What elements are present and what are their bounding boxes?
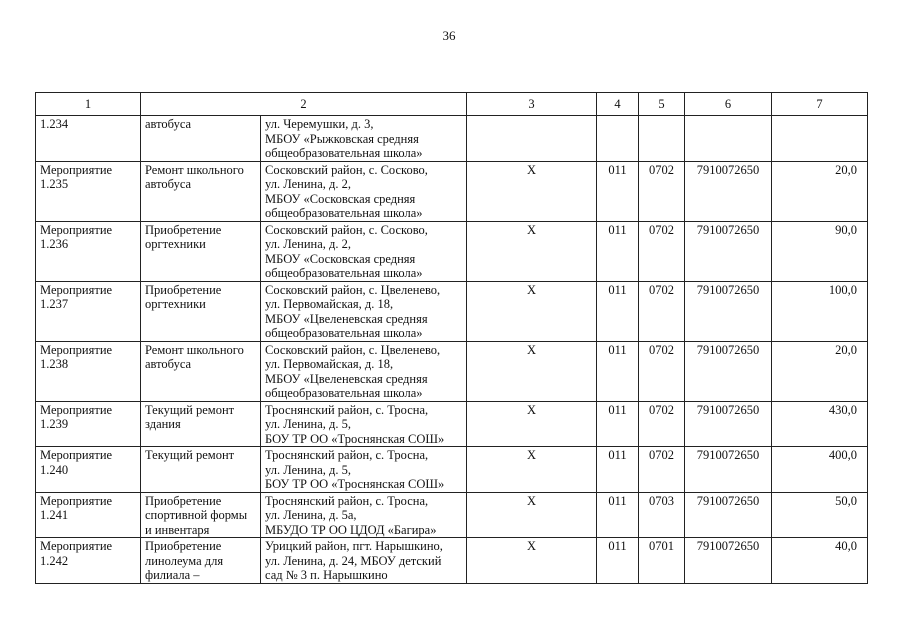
col4-cell: 011 [597, 161, 639, 221]
measure-line: 1.241 [40, 508, 69, 522]
table-row [36, 492, 868, 538]
address-line: Сосковский район, с. Цвеленево, [265, 282, 441, 297]
measure-cell [36, 116, 141, 162]
address-line: ул. Ленина, д. 5, [265, 417, 351, 431]
work-name-line: Приобретение [145, 539, 222, 553]
table-row [36, 341, 868, 401]
work-name-line: оргтехники [145, 237, 206, 251]
col6-cell: 7910072650 [685, 221, 772, 281]
col4-cell: 011 [597, 341, 639, 401]
col4-cell [597, 116, 639, 162]
address-line: Троснянский район, с. Тросна, [265, 402, 429, 417]
work-name-line: оргтехники [145, 297, 206, 311]
col7-cell: 400,0 [772, 447, 868, 493]
address-line: Троснянский район, с. Тросна, [265, 448, 429, 462]
address-line: ул. Ленина, д. 2, [265, 177, 351, 191]
work-name-cell [141, 116, 261, 162]
address-line: МБОУ «Цвеленевская средняя [265, 311, 428, 326]
address-line: ул. Ленина, д. 24, МБОУ детский [265, 553, 442, 568]
col5-cell: 0702 [639, 341, 685, 401]
col3-cell [467, 116, 597, 162]
measure-line: Мероприятие [40, 448, 113, 462]
col7-cell: 20,0 [772, 341, 868, 401]
address-cell [261, 401, 467, 447]
col3-cell: X [467, 341, 597, 401]
address-line: Троснянский район, с. Тросна, [265, 493, 429, 508]
measure-cell [36, 161, 141, 221]
table-row [36, 116, 868, 162]
measure-line: Мероприятие [40, 282, 113, 297]
col3-cell: X [467, 221, 597, 281]
measure-cell [36, 221, 141, 281]
col3-cell: X [467, 447, 597, 493]
col4-cell: 011 [597, 281, 639, 341]
col6-cell [685, 116, 772, 162]
work-name-line: линолеума для [145, 553, 224, 568]
header-col-6: 6 [685, 93, 772, 116]
address-line: Сосковский район, с. Цвеленево, [265, 342, 441, 357]
budget-measures-table [35, 92, 868, 584]
col6-cell: 7910072650 [685, 341, 772, 401]
address-line: сад № 3 п. Нарышкино [265, 568, 388, 582]
address-line: Сосковский район, с. Сосково, [265, 162, 428, 177]
measure-cell [36, 447, 141, 493]
address-line: ул. Черемушки, д. 3, [265, 117, 374, 131]
col4-cell: 011 [597, 538, 639, 584]
measure-cell [36, 538, 141, 584]
address-line: Урицкий район, пгт. Нарышкино, [265, 539, 443, 553]
col7-cell: 40,0 [772, 538, 868, 584]
measure-cell [36, 341, 141, 401]
work-name-line: Текущий ремонт [145, 448, 235, 462]
col6-cell: 7910072650 [685, 161, 772, 221]
col7-cell: 20,0 [772, 161, 868, 221]
address-cell [261, 341, 467, 401]
measure-line: 1.237 [40, 297, 69, 311]
col5-cell: 0702 [639, 401, 685, 447]
measure-cell [36, 401, 141, 447]
col3-cell: X [467, 492, 597, 538]
col7-cell: 50,0 [772, 492, 868, 538]
col7-cell: 90,0 [772, 221, 868, 281]
work-name-line: и инвентаря [145, 522, 210, 537]
work-name-line: автобуса [145, 177, 192, 191]
col4-cell: 011 [597, 492, 639, 538]
table-row [36, 401, 868, 447]
measure-cell [36, 492, 141, 538]
measure-cell [36, 281, 141, 341]
address-line: ул. Первомайская, д. 18, [265, 357, 394, 371]
address-cell [261, 161, 467, 221]
address-cell [261, 538, 467, 584]
table-row [36, 221, 868, 281]
col5-cell: 0702 [639, 281, 685, 341]
col6-cell: 7910072650 [685, 538, 772, 584]
header-col-2: 2 [141, 93, 467, 116]
col5-cell: 0702 [639, 447, 685, 493]
work-name-line: автобуса [145, 357, 192, 371]
measure-line: 1.239 [40, 417, 69, 431]
work-name-cell [141, 401, 261, 447]
header-col-3: 3 [467, 93, 597, 116]
address-line: ул. Ленина, д. 5, [265, 462, 351, 477]
address-line: МБОУ «Сосковская средняя [265, 251, 416, 266]
work-name-line: Приобретение [145, 493, 222, 508]
header-col-4: 4 [597, 93, 639, 116]
header-col-5: 5 [639, 93, 685, 116]
measure-line: Мероприятие [40, 162, 113, 177]
address-line: общеобразовательная школа» [265, 146, 423, 160]
col6-cell: 7910072650 [685, 281, 772, 341]
col4-cell: 011 [597, 401, 639, 447]
col7-cell: 430,0 [772, 401, 868, 447]
work-name-line: здания [145, 417, 181, 431]
col6-cell: 7910072650 [685, 401, 772, 447]
address-cell [261, 492, 467, 538]
table-row [36, 281, 868, 341]
page-number: 36 [442, 28, 456, 43]
measure-line: 1.238 [40, 357, 69, 371]
address-line: общеобразовательная школа» [265, 326, 423, 340]
address-line: общеобразовательная школа» [265, 386, 423, 400]
work-name-cell [141, 538, 261, 584]
address-line: Сосковский район, с. Сосково, [265, 222, 428, 237]
col5-cell: 0701 [639, 538, 685, 584]
measure-line: Мероприятие [40, 222, 113, 237]
col6-cell: 7910072650 [685, 492, 772, 538]
work-name-line: спортивной формы [145, 508, 248, 522]
address-line: БОУ ТР ОО «Троснянская СОШ» [265, 431, 445, 446]
table-row [36, 447, 868, 493]
work-name-line: Текущий ремонт [145, 402, 235, 417]
work-name-line: автобуса [145, 117, 192, 131]
address-cell [261, 281, 467, 341]
col3-cell: X [467, 538, 597, 584]
address-line: МБУДО ТР ОО ЦДОД «Багира» [265, 522, 437, 537]
address-line: ул. Первомайская, д. 18, [265, 297, 394, 311]
col7-cell: 100,0 [772, 281, 868, 341]
measure-line: 1.236 [40, 237, 69, 251]
work-name-line: Приобретение [145, 282, 222, 297]
work-name-line: Приобретение [145, 222, 222, 237]
address-line: общеобразовательная школа» [265, 206, 423, 220]
work-name-cell [141, 492, 261, 538]
col4-cell: 011 [597, 447, 639, 493]
address-line: общеобразовательная школа» [265, 266, 423, 280]
work-name-cell [141, 341, 261, 401]
table-header-row [36, 93, 868, 116]
work-name-line: Ремонт школьного [145, 162, 244, 177]
address-line: БОУ ТР ОО «Троснянская СОШ» [265, 477, 445, 491]
col7-cell [772, 116, 868, 162]
col5-cell: 0702 [639, 161, 685, 221]
measure-line: Мероприятие [40, 493, 113, 508]
col3-cell: X [467, 401, 597, 447]
measure-line: Мероприятие [40, 342, 113, 357]
address-line: МБОУ «Сосковская средняя [265, 191, 416, 206]
header-col-1: 1 [36, 93, 141, 116]
col6-cell: 7910072650 [685, 447, 772, 493]
table-body [36, 93, 868, 584]
col5-cell [639, 116, 685, 162]
measure-line: 1.235 [40, 177, 69, 191]
measure-line: Мероприятие [40, 539, 113, 553]
measure-line: Мероприятие [40, 402, 113, 417]
address-cell [261, 116, 467, 162]
address-line: МБОУ «Цвеленевская средняя [265, 371, 428, 386]
address-line: ул. Ленина, д. 5а, [265, 508, 357, 522]
col3-cell: X [467, 281, 597, 341]
address-cell [261, 221, 467, 281]
work-name-line: филиала – [145, 568, 200, 582]
address-line: ул. Ленина, д. 2, [265, 237, 351, 251]
work-name-cell [141, 221, 261, 281]
work-name-cell [141, 281, 261, 341]
col5-cell: 0702 [639, 221, 685, 281]
measure-line: 1.234 [40, 117, 69, 131]
col5-cell: 0703 [639, 492, 685, 538]
work-name-cell [141, 447, 261, 493]
col4-cell: 011 [597, 221, 639, 281]
work-name-line: Ремонт школьного [145, 342, 244, 357]
measure-line: 1.242 [40, 553, 69, 568]
address-line: МБОУ «Рыжковская средняя [265, 131, 419, 146]
table-row [36, 538, 868, 584]
col3-cell: X [467, 161, 597, 221]
header-col-7: 7 [772, 93, 868, 116]
measure-line: 1.240 [40, 462, 69, 477]
address-cell [261, 447, 467, 493]
work-name-cell [141, 161, 261, 221]
table-row [36, 161, 868, 221]
